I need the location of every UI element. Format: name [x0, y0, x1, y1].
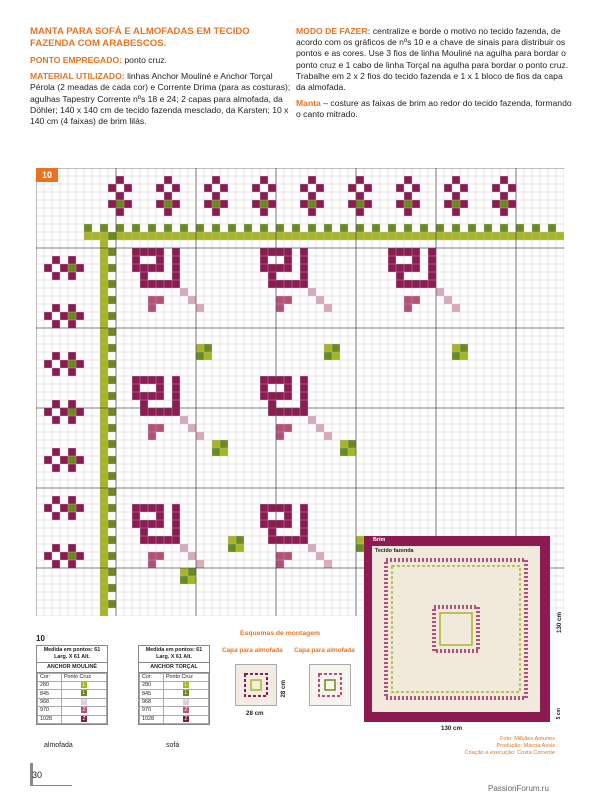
legend-left-table — [37, 673, 107, 724]
material-paragraph — [30, 71, 292, 127]
legend-swatch: L — [184, 690, 188, 697]
legend-row — [38, 715, 107, 723]
legend-row — [140, 715, 209, 723]
legend-color-code: 1028 — [140, 715, 164, 723]
legend-swatch: * — [81, 699, 87, 705]
legend-symbol-cell — [61, 698, 106, 706]
manta-label: Manta — [296, 98, 321, 109]
legend-row — [38, 707, 107, 715]
material-text: linhas Anchor Mouliné e Anchor Torçal Pérola (2 meadas de cada cor) e Corrente Drima (para as costuras); agulhas Tapestry Corrente nºs 18 e 24; 2 capas para almofada, da Döhler; 140 x 140 cm de tecido fazenda mesclado, da Karsten; 10 x 140 cm (4 faixas) de brim lilás. — [30, 71, 291, 127]
brim-label: Brim — [373, 537, 386, 543]
legend-swatch: Z — [82, 707, 86, 714]
blanket-motif — [372, 546, 540, 712]
legend-symbol-cell — [163, 690, 208, 698]
legend-right-caption: sofá — [166, 742, 180, 749]
legend-right — [138, 645, 210, 725]
ponto-paragraph — [30, 55, 292, 66]
legend-symbol-cell — [61, 707, 106, 715]
tecido-label: Tecido fazenda — [375, 548, 414, 554]
legend-symbol-cell — [61, 690, 106, 698]
blanket-diagram — [364, 536, 550, 722]
chart-number: 10 — [36, 168, 58, 182]
material-label: MATERIAL UTILIZADO: — [30, 71, 125, 82]
legend-color-code: 968 — [140, 698, 164, 706]
ponto-text: ponto cruz. — [122, 55, 167, 65]
pillow-motif-1 — [236, 665, 276, 705]
credit-producao: Produção: Márcia Assis — [496, 743, 555, 750]
legend-color-code: 970 — [38, 707, 62, 715]
blanket-height-dim: 130 cm — [556, 612, 563, 633]
legend-color-code: 970 — [140, 707, 164, 715]
credit-criacao: Criação e execução: Costa Corrente — [464, 750, 555, 757]
article-title: MANTA PARA SOFÁ E ALMOFADAS EM TECIDO FAZENDA COM ARABESCOS. — [30, 26, 250, 49]
watermark: PassionForum.ru — [488, 784, 549, 793]
legend-symbol-cell — [61, 682, 106, 690]
esquemas-capa1: Capa para almofada — [222, 647, 283, 654]
legend-left-col-ponto: Ponto Cruz — [61, 674, 106, 682]
legend-swatch: L — [184, 682, 188, 688]
footer-line — [30, 785, 72, 786]
legend-swatch: * — [183, 699, 189, 705]
pillow-diagram-1 — [235, 664, 277, 706]
legend-right-col-ponto: Ponto Cruz — [163, 674, 208, 682]
legend-swatch: L — [82, 682, 86, 688]
credit-foto: Foto: Milkães Antunes — [499, 736, 555, 742]
blanket-width-dim: 130 cm — [441, 725, 462, 732]
modo-label: MODO DE FAZER: — [296, 26, 371, 36]
legend-color-code: 1028 — [38, 715, 62, 723]
legend-row — [140, 690, 209, 698]
manta-text: – costure as faixas de brim ao redor do tecido fazenda, formando o canto mitrado. — [296, 98, 572, 120]
legend-row — [140, 682, 209, 690]
legend-row — [38, 698, 107, 706]
esquemas-capa2: Capa para almofada — [294, 647, 355, 654]
legend-right-table — [139, 673, 209, 724]
manta-paragraph — [296, 98, 572, 120]
right-column — [296, 26, 572, 126]
modo-text: centralize e borde o motivo no tecido fazenda, de acordo com os gráficos de nºs 10 e a chave de sinais para distribuir os pontos e as cores. Use 3 fios de linha Mouliné na agulha para bordar o ponto cruz e 1 cabo de linha Torçal na agulha para bordar o ponto cruz. Trabalhe em 2 x 2 fios do tecido fazenda e 1 x 1 bloco de fios da capa da almofada. — [296, 26, 569, 93]
brim-width-dim: 5 cm — [556, 708, 562, 720]
page-number: 30 — [32, 770, 43, 780]
esquemas-title: Esquemas de montagem — [240, 630, 321, 637]
legend-swatch: Z — [184, 715, 188, 722]
pillow-width-dim: 28 cm — [246, 710, 264, 717]
pillow-height-dim: 28 cm — [280, 680, 287, 698]
modo-paragraph — [296, 26, 572, 93]
pillow-motif-2 — [310, 665, 350, 705]
legend-right-brand: ANCHOR TORÇAL — [139, 663, 209, 673]
ponto-label: PONTO EMPREGADO: — [30, 55, 122, 65]
legend-left-brand: ANCHOR MOULINÉ — [37, 663, 107, 673]
legend-swatch: L — [82, 690, 86, 697]
legend-symbol-cell — [163, 698, 208, 706]
legend-color-code: 968 — [38, 698, 62, 706]
legend-left-measure: Medida em pontos: 61 Larg. X 61 Alt. — [37, 646, 107, 663]
legend-symbol-cell — [163, 682, 208, 690]
legend-right-measure: Medida em pontos: 61 Larg. X 61 Alt. — [139, 646, 209, 663]
legend-swatch: Z — [82, 715, 86, 722]
legend-left-number: 10 — [36, 634, 45, 643]
legend-left-col-cor: Cor: — [38, 674, 62, 682]
legend-symbol-cell — [163, 707, 208, 715]
pillow-diagram-2 — [309, 664, 351, 706]
legend-row — [140, 698, 209, 706]
legend-color-code: 845 — [38, 690, 62, 698]
legend-symbol-cell — [163, 715, 208, 723]
legend-swatch: Z — [184, 707, 188, 714]
legend-row — [140, 707, 209, 715]
left-column — [30, 26, 292, 132]
legend-row — [38, 682, 107, 690]
legend-left — [36, 645, 108, 725]
legend-symbol-cell — [61, 715, 106, 723]
blanket-fabric — [372, 546, 540, 712]
legend-color-code: 845 — [140, 690, 164, 698]
legend-left-caption: almofada — [44, 742, 73, 749]
legend-row — [38, 690, 107, 698]
legend-color-code: 280 — [140, 682, 164, 690]
photo-credits — [455, 736, 555, 758]
legend-right-col-cor: Cor: — [140, 674, 164, 682]
legend-color-code: 280 — [38, 682, 62, 690]
